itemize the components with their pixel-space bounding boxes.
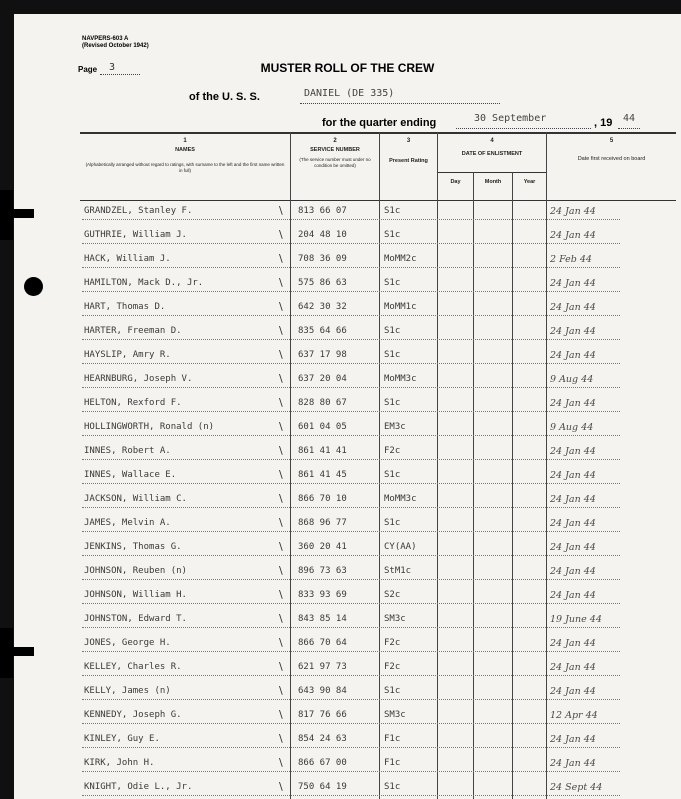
crew-name: JACKSON, William C. bbox=[84, 494, 187, 504]
check-mark: \ bbox=[279, 300, 283, 313]
binder-clip-bottom-prong bbox=[0, 647, 34, 656]
table-row bbox=[14, 418, 681, 442]
service-number: 861 41 41 bbox=[298, 446, 347, 456]
check-mark: \ bbox=[279, 756, 283, 769]
check-mark: \ bbox=[279, 228, 283, 241]
present-rating: S1c bbox=[384, 782, 401, 792]
service-number: 642 30 32 bbox=[298, 302, 347, 312]
col-enlistment-day: Day bbox=[450, 179, 461, 185]
service-number: 866 67 00 bbox=[298, 758, 347, 768]
date-received: 24 Jan 44 bbox=[550, 470, 596, 481]
row-underline bbox=[82, 267, 620, 268]
col-enlistment-month: Month bbox=[484, 179, 502, 185]
table-row bbox=[14, 730, 681, 754]
col-rating-number: 3 bbox=[406, 138, 411, 144]
col-received-number: 5 bbox=[609, 138, 614, 144]
present-rating: F2c bbox=[384, 662, 401, 672]
date-received: 24 Jan 44 bbox=[550, 350, 596, 361]
date-received: 24 Jan 44 bbox=[550, 590, 596, 601]
table-row bbox=[14, 322, 681, 346]
check-mark: \ bbox=[279, 588, 283, 601]
present-rating: StM1c bbox=[384, 566, 412, 576]
col-rating-header bbox=[380, 138, 437, 164]
ship-label: of the U. S. S. bbox=[189, 91, 260, 103]
table-row bbox=[14, 634, 681, 658]
table-row bbox=[14, 778, 681, 799]
page-label: Page bbox=[78, 65, 98, 74]
service-number: 637 20 04 bbox=[298, 374, 347, 384]
table-row bbox=[14, 706, 681, 730]
col-service-note: (The service number must under no condition be omitted) bbox=[299, 157, 371, 168]
table-row bbox=[14, 490, 681, 514]
table-row bbox=[14, 346, 681, 370]
crew-name: JAMES, Melvin A. bbox=[84, 518, 171, 528]
row-underline bbox=[82, 435, 620, 436]
check-mark: \ bbox=[279, 564, 283, 577]
table-row bbox=[14, 298, 681, 322]
quarter-label: for the quarter ending bbox=[322, 117, 437, 129]
row-underline bbox=[82, 555, 620, 556]
present-rating: F2c bbox=[384, 638, 401, 648]
date-received: 24 Jan 44 bbox=[550, 734, 596, 745]
service-number: 866 70 10 bbox=[298, 494, 347, 504]
col-received-title: Date first received on board bbox=[577, 156, 646, 162]
present-rating: S1c bbox=[384, 398, 401, 408]
row-underline bbox=[82, 243, 620, 244]
check-mark: \ bbox=[279, 516, 283, 529]
present-rating: MoMM1c bbox=[384, 302, 417, 312]
row-underline bbox=[82, 579, 620, 580]
table-top-rule bbox=[80, 132, 676, 134]
crew-name: INNES, Robert A. bbox=[84, 446, 171, 456]
date-received: 24 Jan 44 bbox=[550, 326, 596, 337]
present-rating: EM3c bbox=[384, 422, 406, 432]
present-rating: F1c bbox=[384, 758, 401, 768]
service-number: 817 76 66 bbox=[298, 710, 347, 720]
table-row bbox=[14, 538, 681, 562]
present-rating: S1c bbox=[384, 278, 401, 288]
muster-roll-page bbox=[14, 14, 681, 799]
col-names-title: NAMES bbox=[175, 147, 195, 153]
service-number: 833 93 69 bbox=[298, 590, 347, 600]
service-number: 204 48 10 bbox=[298, 230, 347, 240]
present-rating: MoMM3c bbox=[384, 494, 417, 504]
service-number: 861 41 45 bbox=[298, 470, 347, 480]
service-number: 575 86 63 bbox=[298, 278, 347, 288]
date-received: 24 Jan 44 bbox=[550, 230, 596, 241]
present-rating: SM3c bbox=[384, 710, 406, 720]
col-rating-title: Present Rating bbox=[389, 158, 428, 164]
present-rating: S1c bbox=[384, 470, 401, 480]
table-row bbox=[14, 586, 681, 610]
year-value: 44 bbox=[623, 113, 636, 124]
check-mark: \ bbox=[279, 636, 283, 649]
crew-name: JONES, George H. bbox=[84, 638, 171, 648]
crew-name: JOHNSON, Reuben (n) bbox=[84, 566, 187, 576]
col-enlistment-year: Year bbox=[523, 179, 536, 185]
crew-name: KELLY, James (n) bbox=[84, 686, 171, 696]
table-row bbox=[14, 466, 681, 490]
ship-name: DANIEL (DE 335) bbox=[304, 88, 395, 99]
date-received: 24 Jan 44 bbox=[550, 758, 596, 769]
date-received: 24 Jan 44 bbox=[550, 518, 596, 529]
service-number: 813 66 07 bbox=[298, 206, 347, 216]
row-underline bbox=[82, 363, 620, 364]
crew-name: HEARNBURG, Joseph V. bbox=[84, 374, 193, 384]
row-underline bbox=[82, 291, 620, 292]
service-number: 601 04 05 bbox=[298, 422, 347, 432]
check-mark: \ bbox=[279, 780, 283, 793]
table-row bbox=[14, 754, 681, 778]
check-mark: \ bbox=[279, 468, 283, 481]
crew-name: JENKINS, Thomas G. bbox=[84, 542, 182, 552]
date-received: 24 Jan 44 bbox=[550, 278, 596, 289]
date-received: 24 Sept 44 bbox=[550, 782, 603, 793]
crew-name: KELLEY, Charles R. bbox=[84, 662, 182, 672]
crew-name: GRANDZEL, Stanley F. bbox=[84, 206, 193, 216]
present-rating: S1c bbox=[384, 326, 401, 336]
row-underline bbox=[82, 459, 620, 460]
table-header-rule bbox=[80, 200, 676, 201]
present-rating: F1c bbox=[384, 734, 401, 744]
date-received: 24 Jan 44 bbox=[550, 446, 596, 457]
crew-name: HELTON, Rexford F. bbox=[84, 398, 182, 408]
service-number: 637 17 98 bbox=[298, 350, 347, 360]
present-rating: S1c bbox=[384, 518, 401, 528]
service-number: 835 64 66 bbox=[298, 326, 347, 336]
crew-name: HART, Thomas D. bbox=[84, 302, 166, 312]
check-mark: \ bbox=[279, 708, 283, 721]
page-number: 3 bbox=[109, 62, 116, 73]
service-number: 750 64 19 bbox=[298, 782, 347, 792]
table-row bbox=[14, 394, 681, 418]
row-underline bbox=[82, 531, 620, 532]
crew-name: KENNEDY, Joseph G. bbox=[84, 710, 182, 720]
present-rating: SM3c bbox=[384, 614, 406, 624]
table-row bbox=[14, 202, 681, 226]
col-service-title: SERVICE NUMBER bbox=[310, 147, 360, 153]
check-mark: \ bbox=[279, 396, 283, 409]
col-service-header bbox=[291, 138, 379, 168]
row-underline bbox=[82, 771, 620, 772]
row-underline bbox=[82, 315, 620, 316]
check-mark: \ bbox=[279, 372, 283, 385]
row-underline bbox=[82, 387, 620, 388]
year-underline bbox=[618, 128, 640, 129]
col-service-number: 2 bbox=[333, 138, 337, 144]
present-rating: MoMM3c bbox=[384, 374, 417, 384]
col-enlistment-title: DATE OF ENLISTMENT bbox=[461, 151, 523, 157]
table-row bbox=[14, 226, 681, 250]
crew-name: KNIGHT, Odie L., Jr. bbox=[84, 782, 193, 792]
check-mark: \ bbox=[279, 252, 283, 265]
check-mark: \ bbox=[279, 324, 283, 337]
crew-name: HACK, William J. bbox=[84, 254, 171, 264]
col-enlistment-header bbox=[438, 138, 546, 157]
check-mark: \ bbox=[279, 684, 283, 697]
row-underline bbox=[82, 723, 620, 724]
punch-hole bbox=[24, 277, 43, 296]
date-received: 24 Jan 44 bbox=[550, 566, 596, 577]
row-underline bbox=[82, 747, 620, 748]
table-row bbox=[14, 514, 681, 538]
form-id bbox=[82, 36, 149, 50]
row-underline bbox=[82, 675, 620, 676]
check-mark: \ bbox=[279, 276, 283, 289]
check-mark: \ bbox=[279, 540, 283, 553]
date-received: 12 Apr 44 bbox=[550, 710, 598, 721]
crew-name: HAMILTON, Mack D., Jr. bbox=[84, 278, 204, 288]
row-underline bbox=[82, 699, 620, 700]
date-received: 24 Jan 44 bbox=[550, 638, 596, 649]
check-mark: \ bbox=[279, 492, 283, 505]
date-received: 2 Feb 44 bbox=[550, 254, 592, 265]
crew-name: GUTHRIE, William J. bbox=[84, 230, 187, 240]
row-underline bbox=[82, 219, 620, 220]
check-mark: \ bbox=[279, 660, 283, 673]
col-enlistment-number: 4 bbox=[490, 138, 494, 144]
present-rating: MoMM2c bbox=[384, 254, 417, 264]
crew-name: HOLLINGWORTH, Ronald (n) bbox=[84, 422, 215, 432]
table-row bbox=[14, 682, 681, 706]
col-names-note: (Alphabetically arranged without regard to ratings, with surname to the left and the first name written in full) bbox=[85, 162, 285, 173]
present-rating: CY(AA) bbox=[384, 542, 417, 552]
service-number: 868 96 77 bbox=[298, 518, 347, 528]
table-row bbox=[14, 610, 681, 634]
date-received: 24 Jan 44 bbox=[550, 662, 596, 673]
crew-name: HAYSLIP, Amry R. bbox=[84, 350, 171, 360]
row-underline bbox=[82, 627, 620, 628]
check-mark: \ bbox=[279, 204, 283, 217]
form-id-number: NAVPERS-603 A bbox=[82, 36, 129, 42]
year-prefix: , 19 bbox=[594, 117, 613, 129]
crew-name: KIRK, John H. bbox=[84, 758, 155, 768]
table-row bbox=[14, 274, 681, 298]
service-number: 828 80 67 bbox=[298, 398, 347, 408]
table-row bbox=[14, 658, 681, 682]
date-received: 24 Jan 44 bbox=[550, 302, 596, 313]
quarter-ending: 30 September bbox=[474, 113, 547, 124]
row-underline bbox=[82, 651, 620, 652]
col-names-number: 1 bbox=[183, 138, 187, 144]
service-number: 621 97 73 bbox=[298, 662, 347, 672]
table-row bbox=[14, 250, 681, 274]
service-number: 843 85 14 bbox=[298, 614, 347, 624]
check-mark: \ bbox=[279, 612, 283, 625]
present-rating: S1c bbox=[384, 350, 401, 360]
present-rating: S2c bbox=[384, 590, 401, 600]
date-received: 24 Jan 44 bbox=[550, 494, 596, 505]
table-row bbox=[14, 562, 681, 586]
row-underline bbox=[82, 339, 620, 340]
crew-name: KINLEY, Guy E. bbox=[84, 734, 160, 744]
enlistment-subheader-rule bbox=[437, 172, 546, 173]
date-received: 9 Aug 44 bbox=[550, 374, 594, 385]
col-names-header bbox=[80, 138, 290, 173]
date-received: 24 Jan 44 bbox=[550, 398, 596, 409]
page-title: MUSTER ROLL OF THE CREW bbox=[260, 61, 435, 75]
quarter-underline bbox=[456, 128, 591, 129]
table-row bbox=[14, 442, 681, 466]
crew-name: HARTER, Freeman D. bbox=[84, 326, 182, 336]
service-number: 708 36 09 bbox=[298, 254, 347, 264]
service-number: 866 70 64 bbox=[298, 638, 347, 648]
present-rating: S1c bbox=[384, 230, 401, 240]
check-mark: \ bbox=[279, 420, 283, 433]
present-rating: S1c bbox=[384, 686, 401, 696]
date-received: 24 Jan 44 bbox=[550, 542, 596, 553]
row-underline bbox=[82, 483, 620, 484]
col-received-header bbox=[547, 138, 676, 162]
row-underline bbox=[82, 507, 620, 508]
row-underline bbox=[82, 603, 620, 604]
date-received: 24 Jan 44 bbox=[550, 686, 596, 697]
date-received: 24 Jan 44 bbox=[550, 206, 596, 217]
service-number: 896 73 63 bbox=[298, 566, 347, 576]
row-underline bbox=[82, 795, 620, 796]
check-mark: \ bbox=[279, 732, 283, 745]
check-mark: \ bbox=[279, 348, 283, 361]
row-underline bbox=[82, 411, 620, 412]
form-id-revision: (Revised October 1942) bbox=[82, 43, 149, 49]
service-number: 854 24 63 bbox=[298, 734, 347, 744]
crew-name: JOHNSON, William H. bbox=[84, 590, 187, 600]
date-received: 19 June 44 bbox=[550, 614, 602, 625]
present-rating: F2c bbox=[384, 446, 401, 456]
crew-name: INNES, Wallace E. bbox=[84, 470, 177, 480]
service-number: 643 90 84 bbox=[298, 686, 347, 696]
service-number: 360 20 41 bbox=[298, 542, 347, 552]
ship-underline bbox=[300, 103, 500, 104]
present-rating: S1c bbox=[384, 206, 401, 216]
date-received: 9 Aug 44 bbox=[550, 422, 594, 433]
table-row bbox=[14, 370, 681, 394]
crew-name: JOHNSTON, Edward T. bbox=[84, 614, 187, 624]
binder-clip-top-prong bbox=[0, 209, 34, 218]
check-mark: \ bbox=[279, 444, 283, 457]
